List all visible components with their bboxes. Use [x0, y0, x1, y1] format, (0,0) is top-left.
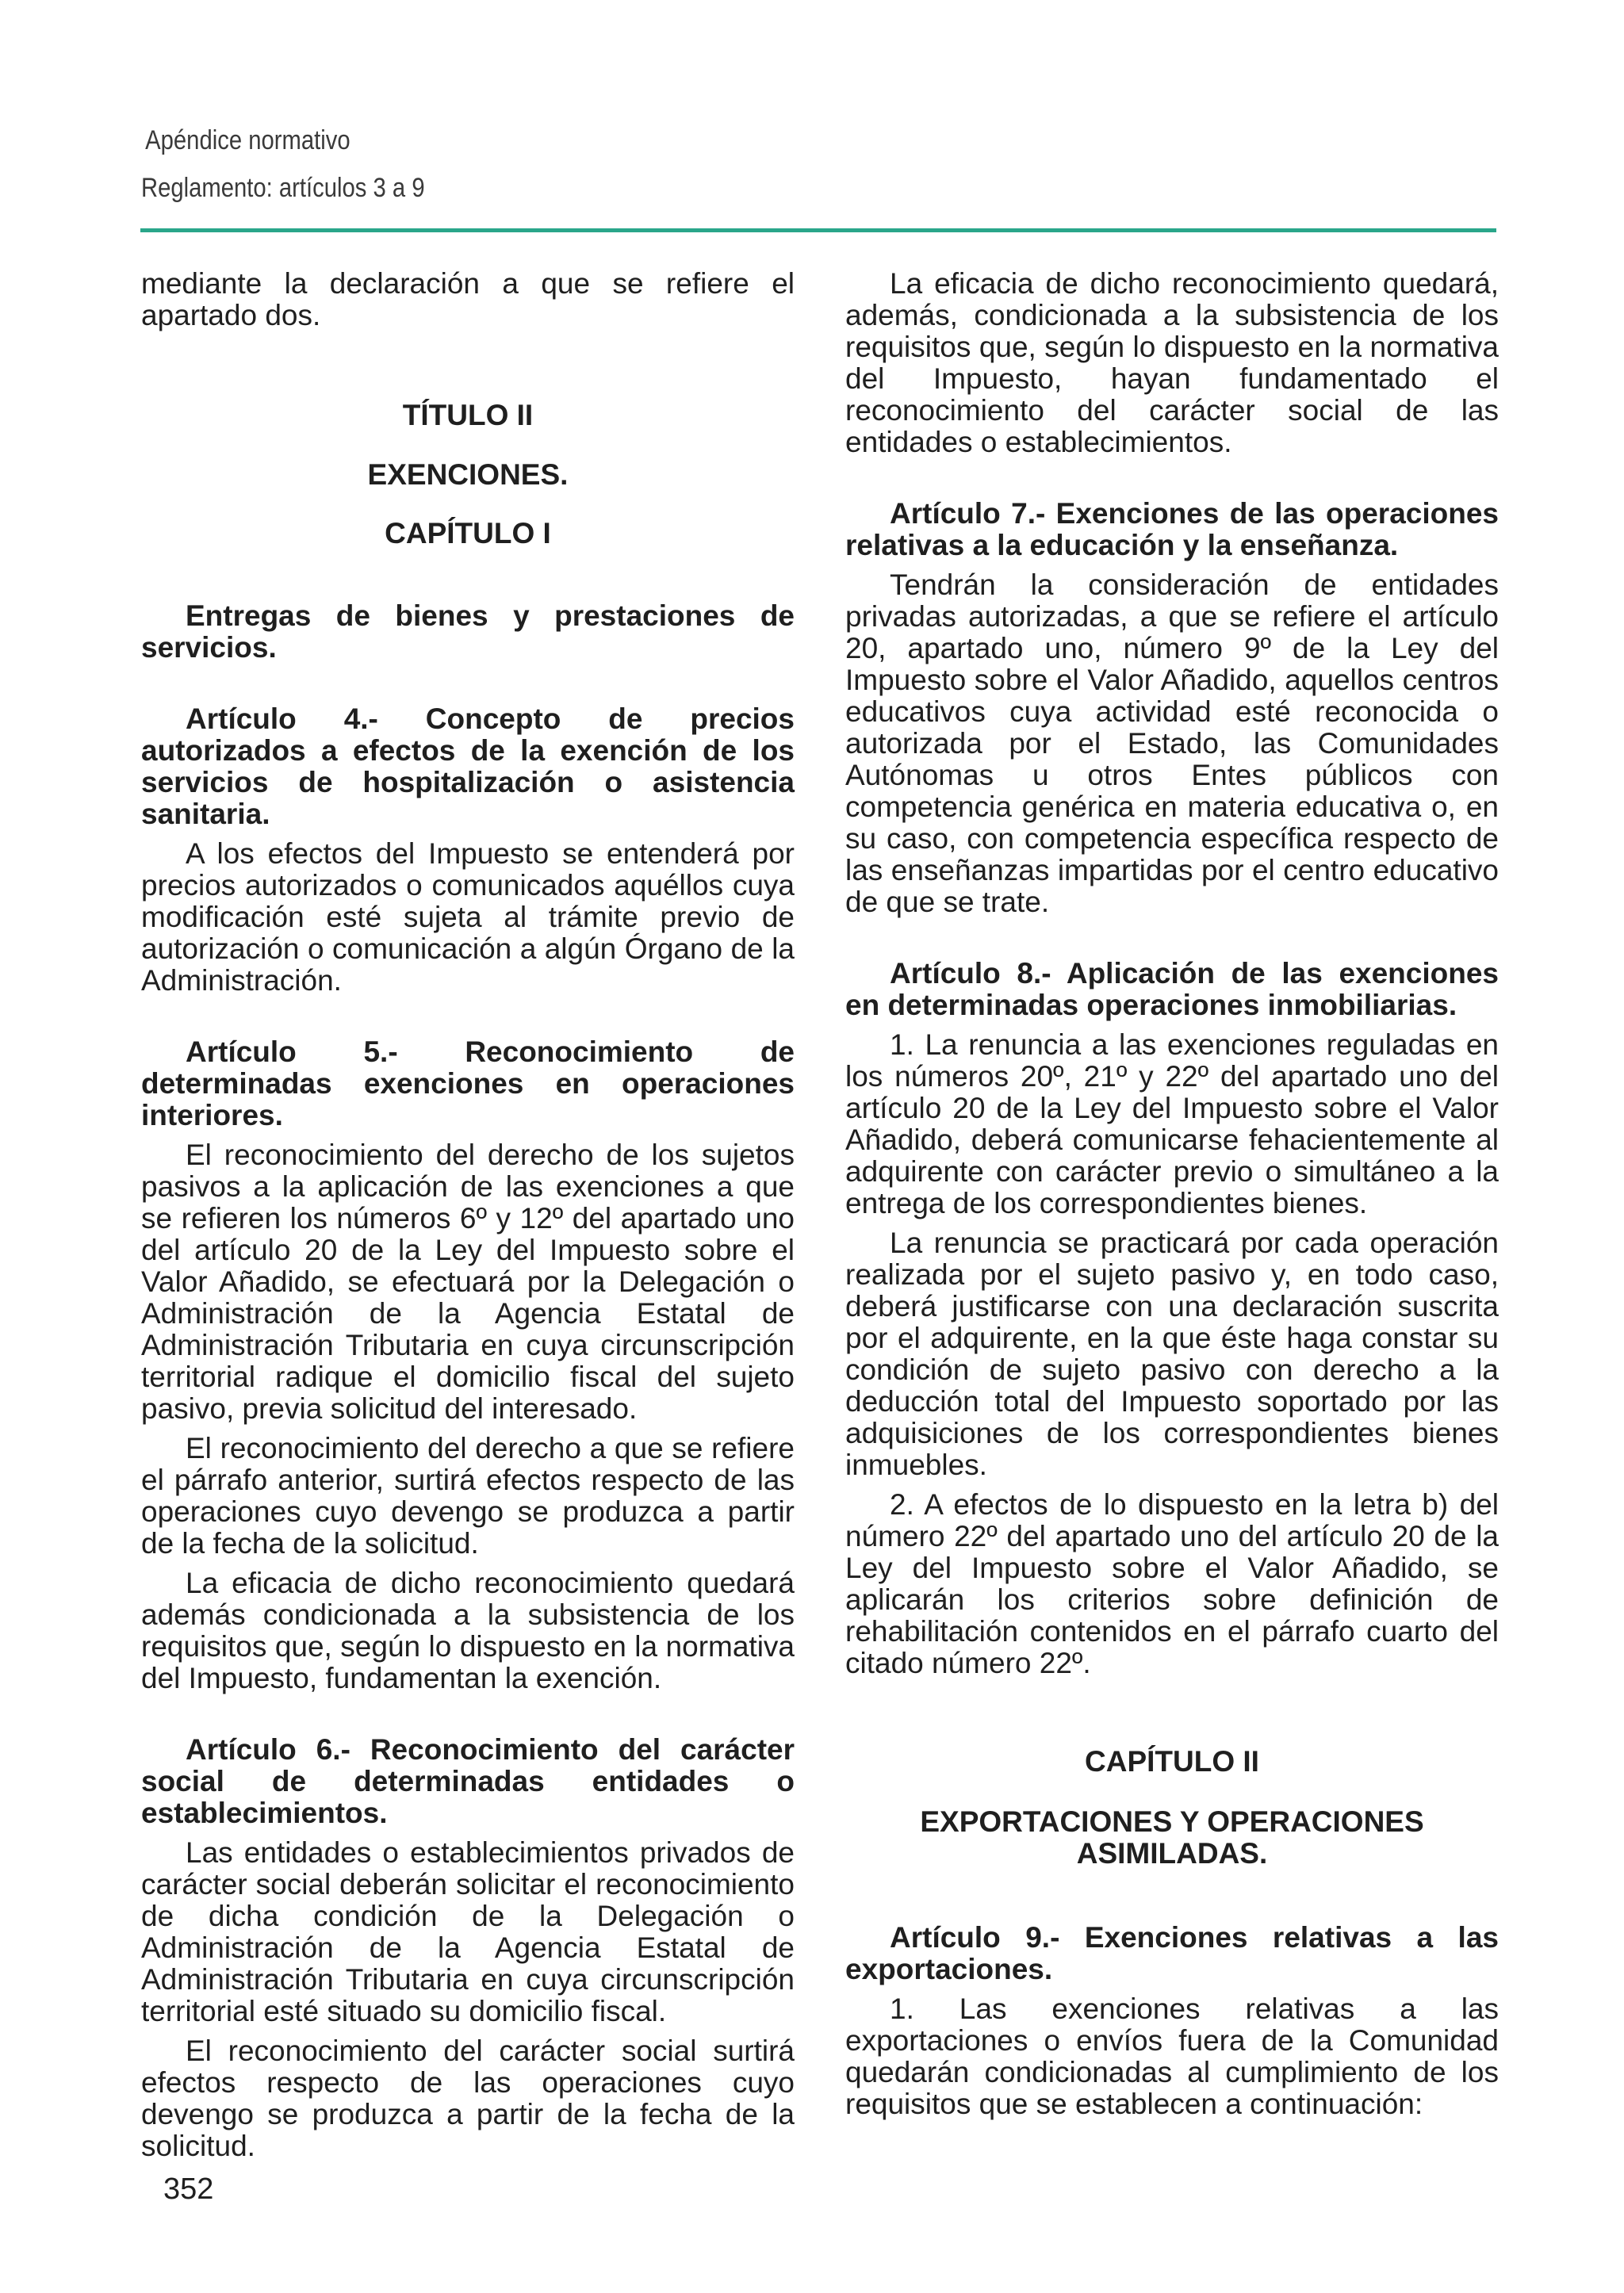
- article-8-title: Artículo 8.- Aplicación de las exenciones en determinadas operaciones inmobiliarias.: [845, 957, 1499, 1021]
- chapter-heading: CAPÍTULO I: [385, 517, 551, 549]
- article-9-title: Artículo 9.- Exenciones relativas a las exportaciones.: [845, 1921, 1499, 1985]
- page-number: 352: [163, 2172, 214, 2206]
- article-7-paragraph: Tendrán la consideración de entidades privadas autorizadas, a que se refiere el artículo 20, apartado uno, número 9º de la Ley del Impuesto sobre el Valor Añadido, aquellos centros educativos cuya actividad esté reconocida o autorizada por el Estado, las Comunidades Autónomas u otros Entes públicos con competencia genérica en materia educativa o, en su caso, con competencia específica respecto de las enseñanzas impartidas por el centro educativo de que se trate.: [845, 568, 1499, 918]
- article-8-paragraph-2: La renuncia se practicará por cada operación realizada por el sujeto pasivo y, en todo caso, deberá justificarse con una declaración suscrita por el adquirente, en la que éste haga constar su condición de sujeto pasivo con derecho a la deducción total del Impuesto soportado por las adquisiciones de los correspondientes bienes inmuebles.: [845, 1227, 1499, 1481]
- chapter-2-subheading: EXPORTACIONES Y OPERACIONES ASIMILADAS.: [920, 1805, 1424, 1870]
- article-5-paragraph-1: El reconocimiento del derecho de los sujetos pasivos a la aplicación de las exenciones a que se refieren los números 6º y 12º del apartado uno del artículo 20 de la Ley del Impuesto sobre el Valor Añadido, se efectuará por la Delegación o Administración de la Agencia Estatal de Administración Tributaria en cuya circunscripción territorial radique el domicilio fiscal del sujeto pasivo, previa solicitud del interesado.: [141, 1139, 795, 1425]
- header-subsection: Reglamento: artículos 3 a 9: [141, 173, 425, 203]
- article-8-paragraph-1: 1. La renuncia a las exenciones reguladas en los números 20º, 21º y 22º del apartado uno del artículo 20 de la Ley del Impuesto sobre el Valor Añadido, deberá comunicarse fehacientemente al adquirente con carácter previo o simultáneo a la entrega de los correspondientes bienes.: [845, 1028, 1499, 1219]
- chapter-2-heading: CAPÍTULO II: [1085, 1745, 1259, 1778]
- article-6-paragraph-1: Las entidades o establecimientos privados de carácter social deberán solicitar el reconocimiento de dicha condición de la Delegación o Administración de la Agencia Estatal de Administración Tributaria en cuya circunscripción territorial esté situado su domicilio fiscal.: [141, 1836, 795, 2027]
- left-column: [141, 268, 795, 2162]
- article-6-paragraph-3: La eficacia de dicho reconocimiento quedará, además, condicionada a la subsistencia de los requisitos que, según lo dispuesto en la normativa del Impuesto, hayan fundamentado el reconocimiento del carácter social de las entidades o establecimientos.: [845, 267, 1499, 458]
- article-5-paragraph-3: La eficacia de dicho reconocimiento quedará además condicionada a la subsistencia de los requisitos que, según lo dispuesto en la normativa del Impuesto, fundamentan la exención.: [141, 1567, 795, 1694]
- article-4-paragraph: A los efectos del Impuesto se entenderá por precios autorizados o comunicados aquéllos cuya modificación esté sujeta al trámite previo de autorización o comunicación a algún Órgano de la Administración.: [141, 837, 795, 997]
- paragraph: mediante la declaración a que se refiere el apartado dos.: [141, 267, 795, 331]
- header-rule: [140, 228, 1496, 232]
- title-subheading: EXENCIONES.: [367, 458, 569, 491]
- section-heading: Entregas de bienes y prestaciones de servicios.: [141, 599, 795, 664]
- article-7-title: Artículo 7.- Exenciones de las operaciones relativas a la educación y la enseñanza.: [845, 497, 1499, 561]
- title-heading: TÍTULO II: [402, 399, 534, 431]
- article-5-title: Artículo 5.- Reconocimiento de determinadas exenciones en operaciones interiores.: [141, 1035, 795, 1131]
- article-8-paragraph-3: 2. A efectos de lo dispuesto en la letra b) del número 22º del apartado uno del artículo 20 de la Ley del Impuesto sobre el Valor Añadido, se aplicarán los criterios sobre definición de rehabilitación contenidos en el párrafo cuarto del citado número 22º.: [845, 1488, 1499, 1679]
- article-5-paragraph-2: El reconocimiento del derecho a que se refiere el párrafo anterior, surtirá efectos respecto de las operaciones cuyo devengo se produzca a partir de la fecha de la solicitud.: [141, 1432, 795, 1560]
- article-6-paragraph-2: El reconocimiento del carácter social surtirá efectos respecto de las operaciones cuyo devengo se produzca a partir de la fecha de la solicitud.: [141, 2035, 795, 2162]
- article-6-title: Artículo 6.- Reconocimiento del carácter social de determinadas entidades o establecimientos.: [141, 1733, 795, 1829]
- right-column: [845, 268, 1499, 2120]
- running-header: [141, 127, 425, 201]
- header-section: Apéndice normativo: [145, 125, 350, 155]
- article-9-paragraph-1: 1. Las exenciones relativas a las exportaciones o envíos fuera de la Comunidad quedarán condicionadas al cumplimiento de los requisitos que se establecen a continuación:: [845, 1992, 1499, 2120]
- article-4-title: Artículo 4.- Concepto de precios autorizados a efectos de la exención de los servicios de hospitalización o asistencia sanitaria.: [141, 702, 795, 830]
